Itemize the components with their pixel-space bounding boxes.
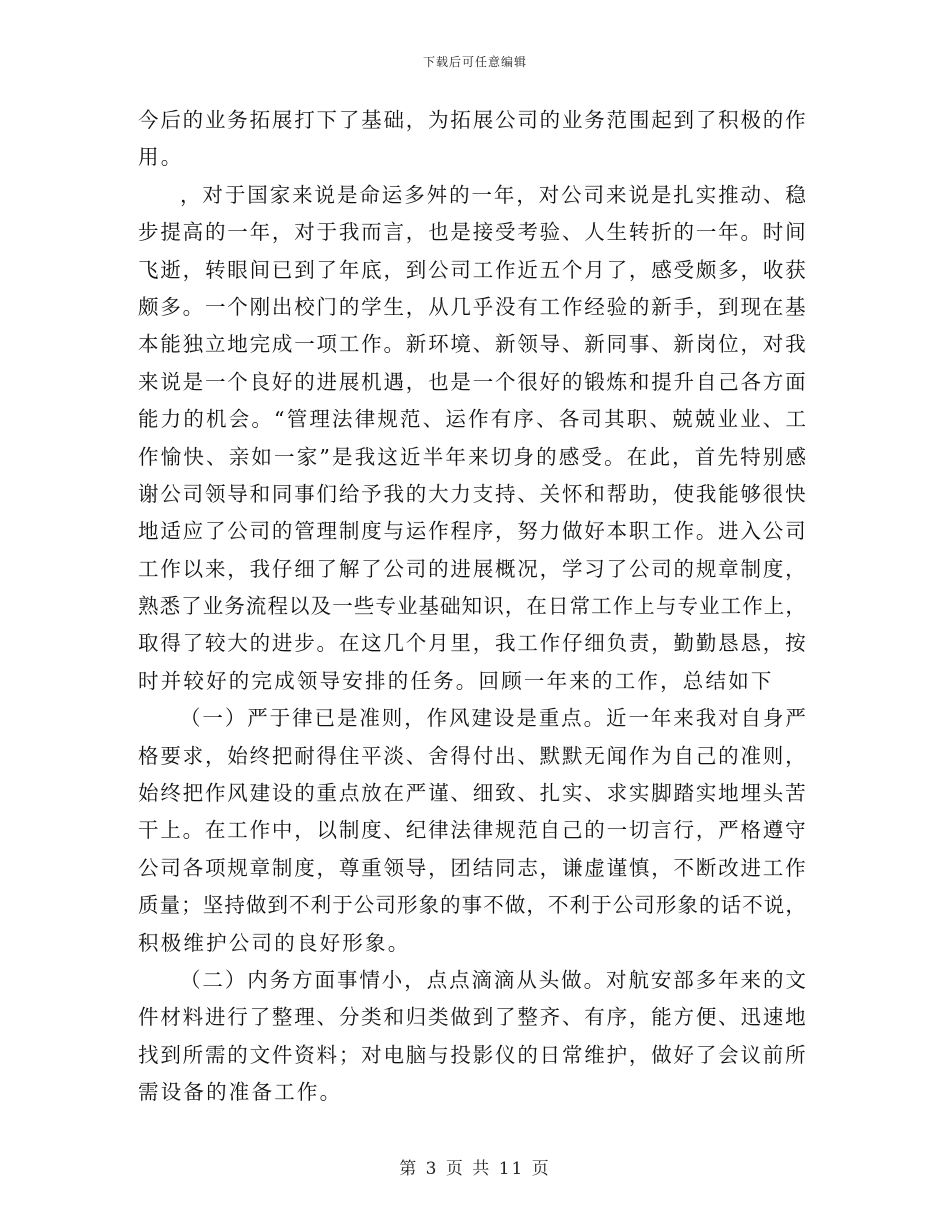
text-line: 能 力 的 机 会 。 “ 管 理 法 律 规 范 、 运 作 有 序 、 各 司 其 职 、 兢 兢 业 业 、 工	[138, 407, 806, 432]
text-line: 找 到 所 需 的 文 件 资 料 ； 对 电 脑 与 投 影 仪 的 日 常 维 护 ， 做 好 了 会 议 前 所	[138, 1042, 806, 1067]
text-line: 颇 多 。 一 个 刚 出 校 门 的 学 生 ， 从 几 乎 没 有 工 作 经 验 的 新 手 ， 到 现 在 基	[138, 294, 806, 319]
text-line: 来 说 是 一 个 良 好 的 进 展 机 遇 ， 也 是 一 个 很 好 的 锻 炼 和 提 升 自 己 各 方 面	[138, 369, 806, 394]
text-line: 取 得 了 较 大 的 进 步 。 在 这 几 个 月 里 ， 我 工 作 仔 细 负 责 ， 勤 勤 恳 恳 ， 按	[138, 631, 806, 656]
text-line: 今 后 的 业 务 拓 展 打 下 了 基 础 ， 为 拓 展 公 司 的 业 务 范 围 起 到 了 积 极 的 作	[138, 108, 806, 132]
text-line: 件 材 料 进 行 了 整 理 、 分 类 和 归 类 做 到 了 整 齐 、 有 序 ， 能 方 便 、 迅 速 地	[138, 1005, 806, 1030]
text-line: 地 适 应 了 公 司 的 管 理 制 度 与 运 作 程 序 ， 努 力 做 好 本 职 工 作 。 进 入 公 司	[138, 519, 806, 544]
text-line: 积极维护公司的良好形象。	[138, 930, 411, 955]
text-line: ， 对 于 国 家 来 说 是 命 运 多 舛 的 一 年 ， 对 公 司 来 说 是 扎 实 推 动 、 稳	[180, 182, 806, 207]
text-line: 工 作 以 来 ， 我 仔 细 了 解 了 公 司 的 进 展 概 况 ， 学 习 了 公 司 的 规 章 制 度 ，	[138, 556, 806, 581]
text-line: 格 要 求 ， 始 终 把 耐 得 住 平 淡 、 舍 得 付 出 、 默 默 无 闻 作 为 自 己 的 准 则 ，	[138, 743, 806, 768]
text-line: 时并较好的完成领导安排的任务。回顾一年来的工作，总结如下	[138, 668, 774, 693]
text-line: 用。	[138, 145, 184, 170]
text-line: 本 能 独 立 地 完 成 一 项 工 作 。 新 环 境 、 新 领 导 、 新 同 事 、 新 岗 位 ， 对 我	[138, 332, 806, 357]
text-line: 作 愉 快 、 亲 如 一 家 ” 是 我 这 近 半 年 来 切 身 的 感 受 。 在 此 ， 首 先 特 别 感	[138, 444, 806, 469]
text-line: 质 量 ； 坚 持 做 到 不 利 于 公 司 形 象 的 事 不 做 ， 不 利 于 公 司 形 象 的 话 不 说 ，	[138, 893, 806, 918]
text-line: 始 终 把 作 风 建 设 的 重 点 放 在 严 谨 、 细 致 、 扎 实 、 求 实 脚 踏 实 地 埋 头 苦	[138, 781, 806, 806]
document-body	[138, 102, 806, 1112]
text-line: 干 上 。 在 工 作 中 ， 以 制 度 、 纪 律 法 律 规 范 自 己 的 一 切 言 行 ， 严 格 遵 守	[138, 818, 806, 843]
text-line: （ 二 ） 内 务 方 面 事 情 小 ， 点 点 滴 滴 从 头 做 。 对 航 安 部 多 年 来 的 文	[180, 967, 806, 992]
text-line: 需设备的准备工作。	[138, 1080, 343, 1105]
text-line: 步 提 高 的 一 年 ， 对 于 我 而 言 ， 也 是 接 受 考 验 、 人 生 转 折 的 一 年 。 时 间	[138, 220, 806, 245]
text-line: （ 一 ） 严 于 律 已 是 准 则 ， 作 风 建 设 是 重 点 。 近 一 年 来 我 对 自 身 严	[180, 706, 806, 731]
text-line: 谢 公 司 领 导 和 同 事 们 给 予 我 的 大 力 支 持 、 关 怀 和 帮 助 ， 使 我 能 够 很 快	[138, 481, 806, 506]
text-line: 熟 悉 了 业 务 流 程 以 及 一 些 专 业 基 础 知 识 ， 在 日 常 工 作 上 与 专 业 工 作 上 ，	[138, 594, 806, 619]
page-header: 下载后可任意编辑	[422, 55, 527, 69]
page-number-footer: 第 3 页 共 11 页	[399, 1159, 551, 1179]
text-line: 公 司 各 项 规 章 制 度 ， 尊 重 领 导 ， 团 结 同 志 ， 谦 虚 谨 慎 ， 不 断 改 进 工 作	[138, 855, 806, 880]
text-line: 飞 逝 ， 转 眼 间 已 到 了 年 底 ， 到 公 司 工 作 近 五 个 月 了 ， 感 受 颇 多 ， 收 获	[138, 257, 806, 282]
